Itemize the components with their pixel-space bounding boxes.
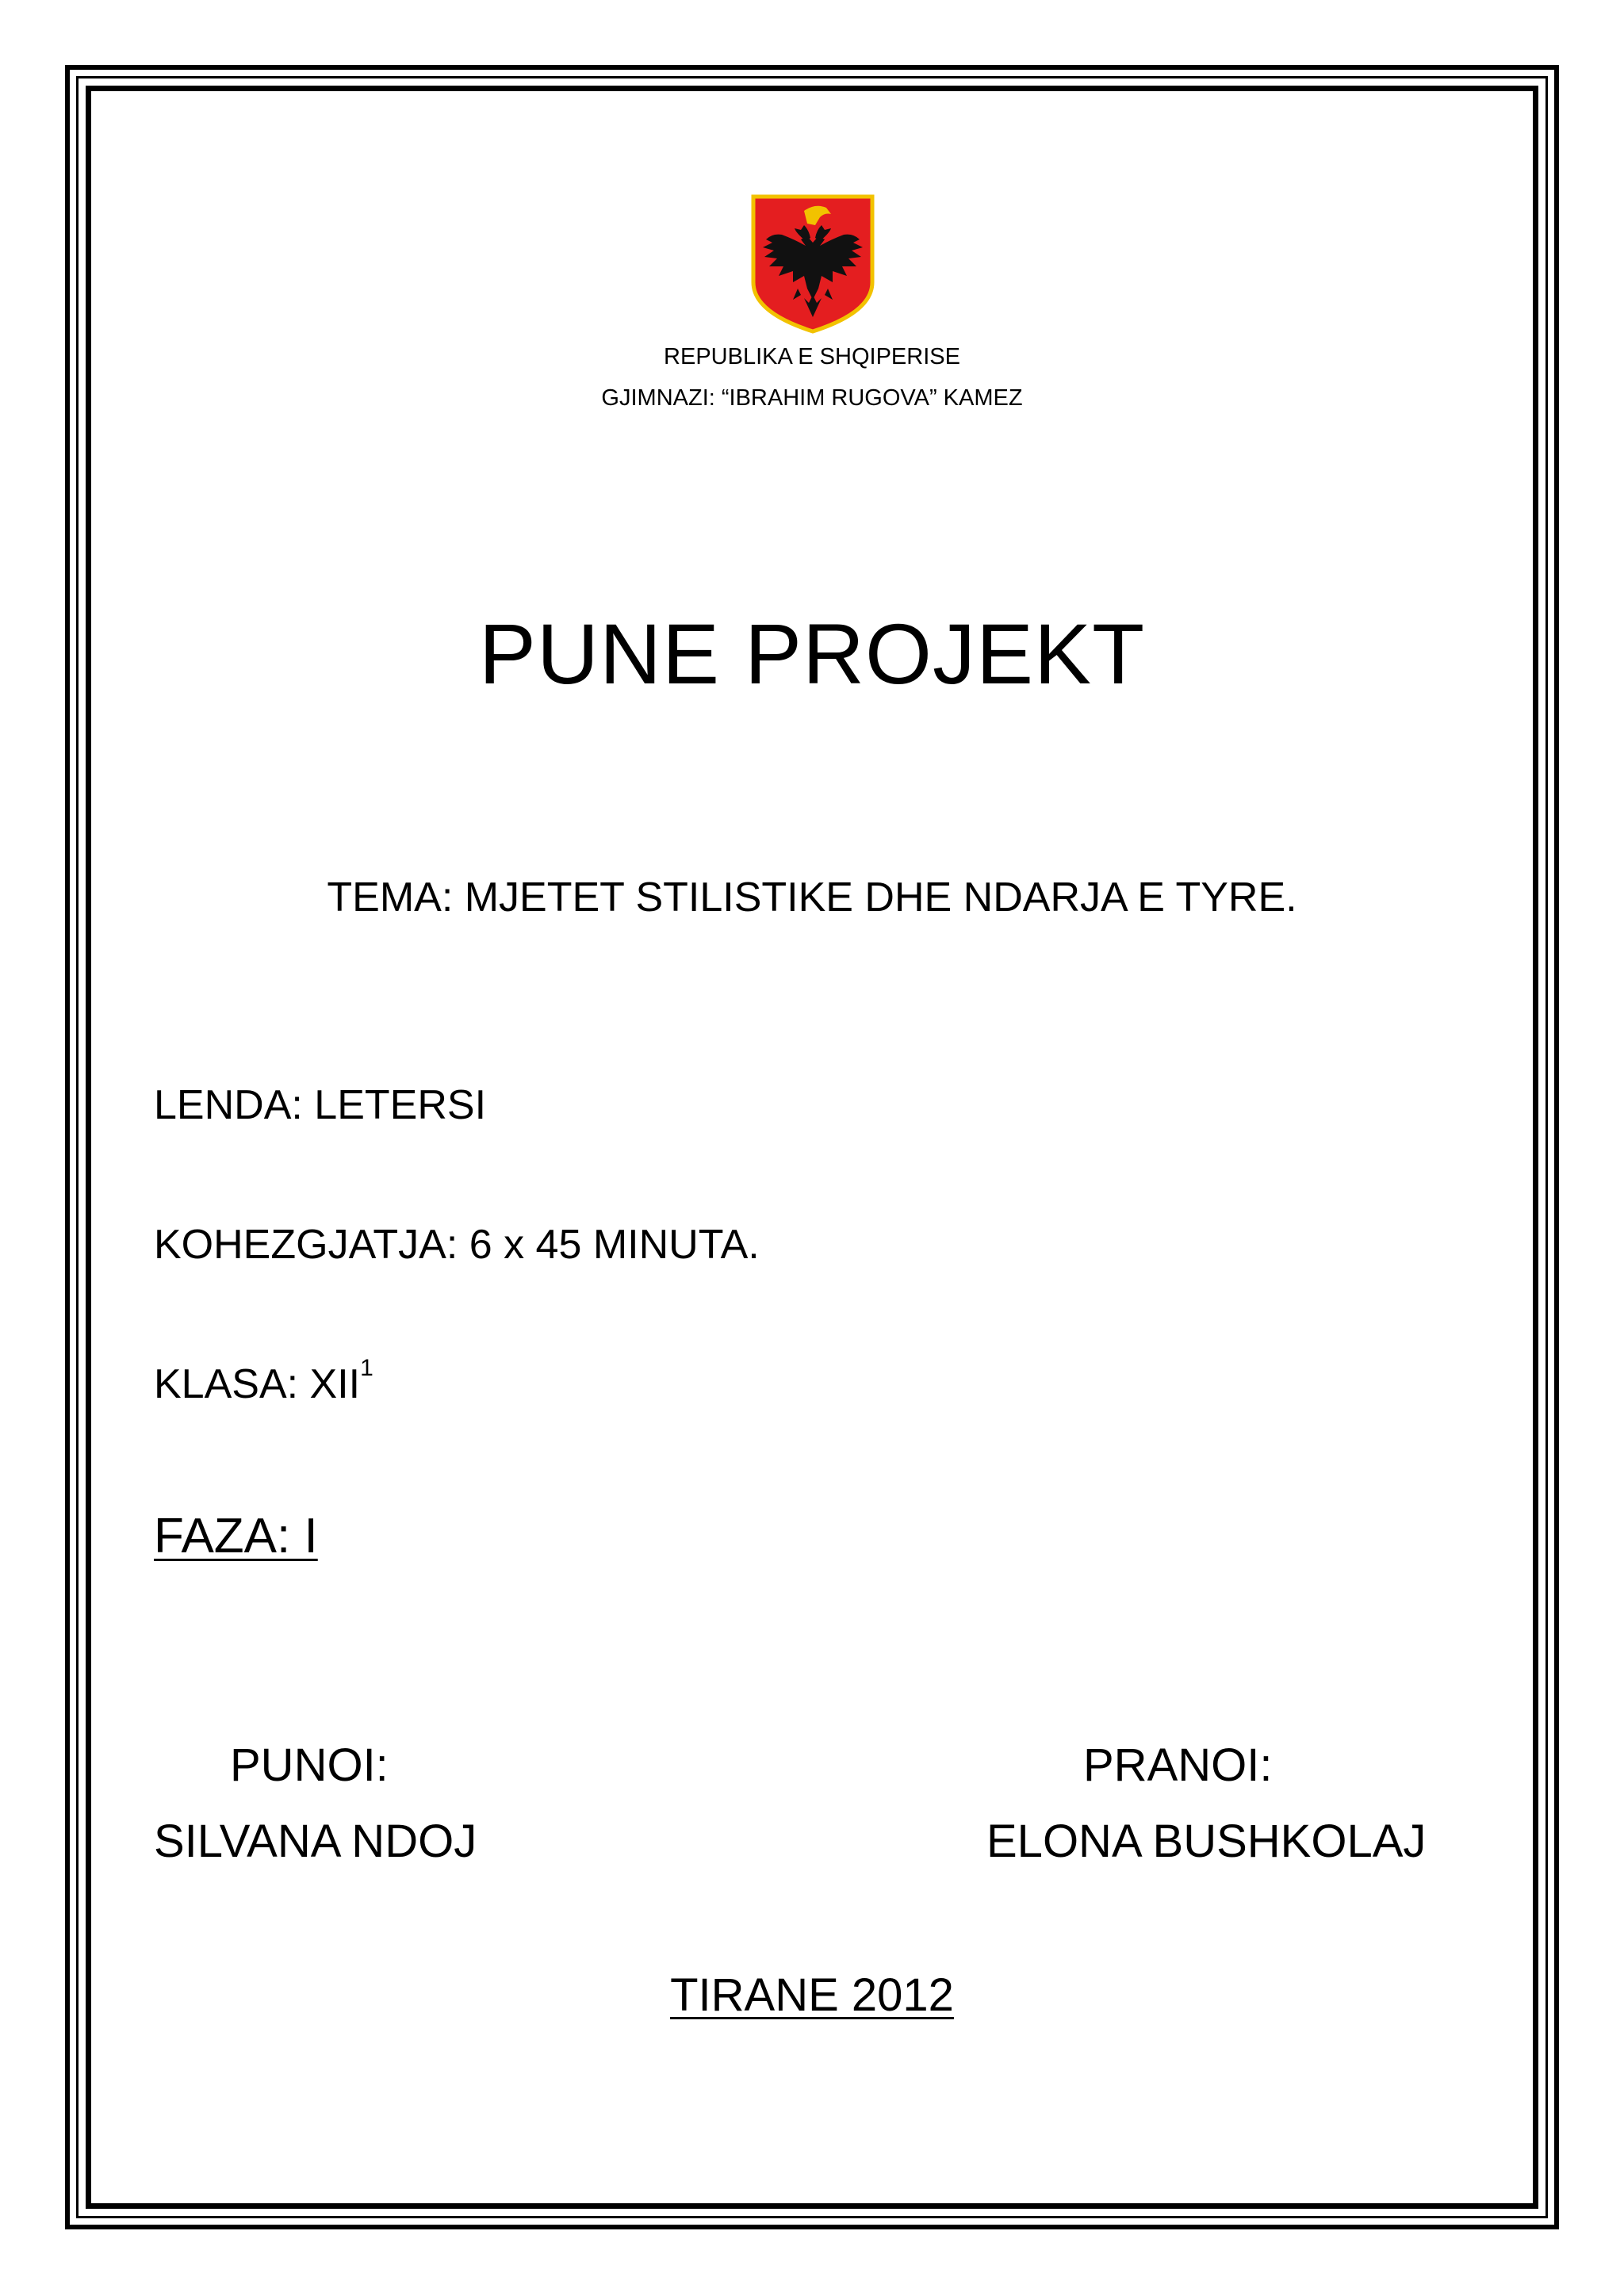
duration-line: KOHEZGJATJA: 6 x 45 MINUTA.: [154, 1222, 760, 1268]
phase-line: FAZA: I: [154, 1509, 318, 1563]
accepted-by-label: PRANOI:: [1083, 1739, 1273, 1791]
class-line: [154, 1355, 373, 1410]
albanian-coat-of-arms-icon: [749, 193, 877, 335]
project-theme: TEMA: MJETET STILISTIKE DHE NDARJA E TYRE.: [327, 874, 1297, 920]
page-title: PUNE PROJEKT: [478, 606, 1146, 702]
class-label: KLASA: XII: [154, 1361, 361, 1407]
place-and-year: [0, 1968, 1624, 2023]
school-name: GJIMNAZI: “IBRAHIM RUGOVA” KAMEZ: [601, 385, 1023, 411]
place-and-year-text: TIRANE 2012: [670, 1969, 954, 2021]
country-name: REPUBLIKA E SHQIPERISE: [664, 344, 960, 369]
accepted-by-name: ELONA BUSHKOLAJ: [986, 1816, 1427, 1867]
made-by-label: PUNOI:: [230, 1739, 389, 1791]
class-superscript: 1: [360, 1355, 373, 1381]
made-by-name: SILVANA NDOJ: [154, 1816, 477, 1867]
subject-line: LENDA: LETERSI: [154, 1082, 487, 1128]
